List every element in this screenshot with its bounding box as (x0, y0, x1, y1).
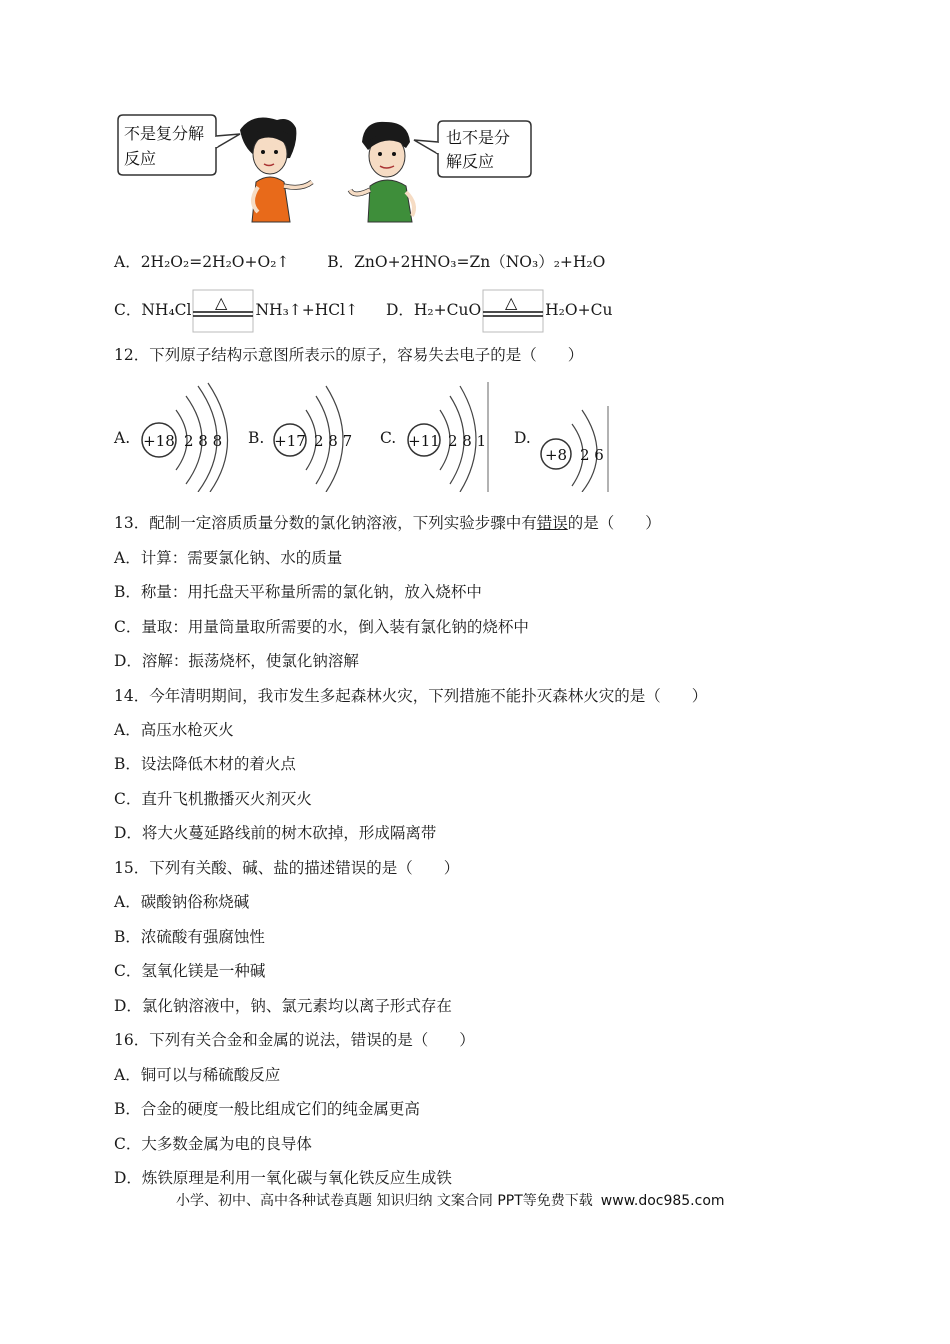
q11-option-d-product: H₂O+Cu (545, 301, 613, 319)
q14-option-c: C．直升飞机撒播灭火剂灭火 (114, 790, 312, 808)
atom-b-label: B. (248, 429, 265, 447)
q16-option-c: C．大多数金属为电的良导体 (114, 1135, 312, 1153)
heat-triangle-d: △ (505, 293, 518, 312)
q13-stem-after: 的是（ ） (567, 514, 661, 532)
atom-a-diagram (136, 382, 248, 492)
boy-figure (350, 122, 414, 222)
page-footer (176, 1190, 725, 1210)
atom-a-electrons: 2 8 8 (184, 432, 223, 450)
q11-option-c-product: NH₃↑+HCl↑ (255, 301, 359, 319)
footer-url[interactable]: www.doc985.com (600, 1193, 725, 1209)
q14-option-b: B．设法降低木材的着火点 (114, 755, 296, 773)
q13-option-b: B．称量：用托盘天平称量所需的氯化钠，放入烧杯中 (114, 583, 482, 601)
atom-d-label: D. (514, 429, 531, 447)
q15-option-b: B．浓硫酸有强腐蚀性 (114, 928, 265, 946)
cartoon-illustration (112, 112, 542, 227)
atom-c-nucleus: +11 (408, 432, 440, 450)
heat-triangle-c: △ (215, 293, 228, 312)
girl-figure (240, 118, 312, 222)
girl-bubble-line1: 不是复分解 (124, 124, 205, 143)
q16-option-a: A．铜可以与稀硫酸反应 (114, 1066, 281, 1084)
atom-d-diagram (538, 406, 610, 492)
boy-bubble-line2: 解反应 (446, 152, 495, 171)
q15-option-a: A．碳酸钠俗称烧碱 (114, 893, 250, 911)
atom-b-diagram (270, 382, 360, 492)
q14-option-a: A．高压水枪灭火 (114, 721, 234, 739)
boy-bubble-line1: 也不是分 (446, 128, 511, 147)
heating-condition-c (192, 289, 254, 333)
girl-bubble-line2: 反应 (124, 149, 157, 168)
atom-c-electrons: 2 8 1 (448, 432, 487, 450)
q15-option-c: C．氢氧化镁是一种碱 (114, 962, 266, 980)
girl-speech-bubble (118, 115, 240, 175)
q13-stem-before: 13．配制一定溶质质量分数的氯化钠溶液，下列实验步骤中有 (114, 514, 537, 532)
q13-option-c: C．量取：用量筒量取所需要的水，倒入装有氯化钠的烧杯中 (114, 618, 529, 636)
q14-option-d: D．将大火蔓延路线前的树木砍掉，形成隔离带 (114, 824, 437, 842)
boy-speech-bubble (414, 121, 531, 177)
atom-c-diagram (404, 382, 490, 492)
q11-option-b: B．ZnO+2HNO₃=Zn（NO₃）₂+H₂O (327, 253, 606, 271)
q16-option-d: D．炼铁原理是利用一氧化碳与氧化铁反应生成铁 (114, 1169, 452, 1187)
q11-option-a: A．2H₂O₂=2H₂O+O₂↑ (114, 253, 290, 271)
atom-b-nucleus: +17 (274, 432, 306, 450)
atom-c-label: C. (380, 429, 397, 447)
q11-option-d-reactant: D．H₂+CuO (385, 301, 482, 319)
atom-d-electrons: 2 6 (580, 446, 604, 464)
q14-stem: 14．今年清明期间，我市发生多起森林火灾，下列措施不能扑灭森林火灾的是（ ） (114, 687, 708, 705)
q15-option-d: D．氯化钠溶液中，钠、氯元素均以离子形式存在 (114, 997, 452, 1015)
q13-stem (114, 512, 661, 534)
atom-d-nucleus: +8 (544, 446, 568, 464)
q13-option-a: A．计算：需要氯化钠、水的质量 (114, 549, 343, 567)
q11-options-cd (114, 288, 612, 333)
atom-a-nucleus: +18 (143, 432, 175, 450)
q12-stem: 12．下列原子结构示意图所表示的原子，容易失去电子的是（ ） (114, 346, 584, 364)
atom-a-label: A. (114, 429, 131, 447)
q13-stem-underlined: 错误 (536, 514, 568, 532)
q12-atom-diagrams (114, 380, 634, 495)
q15-stem: 15．下列有关酸、碱、盐的描述错误的是（ ） (114, 859, 460, 877)
footer-text: 小学、初中、高中各种试卷真题 知识归纳 文案合同 PPT等免费下载 (176, 1193, 593, 1209)
q11-option-c-reactant: C．NH₄Cl (114, 301, 192, 319)
q13-option-d: D．溶解：振荡烧杯，使氯化钠溶解 (114, 652, 359, 670)
q16-stem: 16．下列有关合金和金属的说法，错误的是（ ） (114, 1031, 475, 1049)
heating-condition-d (482, 289, 544, 333)
q11-options-ab (114, 251, 605, 273)
atom-b-electrons: 2 8 7 (314, 432, 353, 450)
q16-option-b: B．合金的硬度一般比组成它们的纯金属更高 (114, 1100, 420, 1118)
